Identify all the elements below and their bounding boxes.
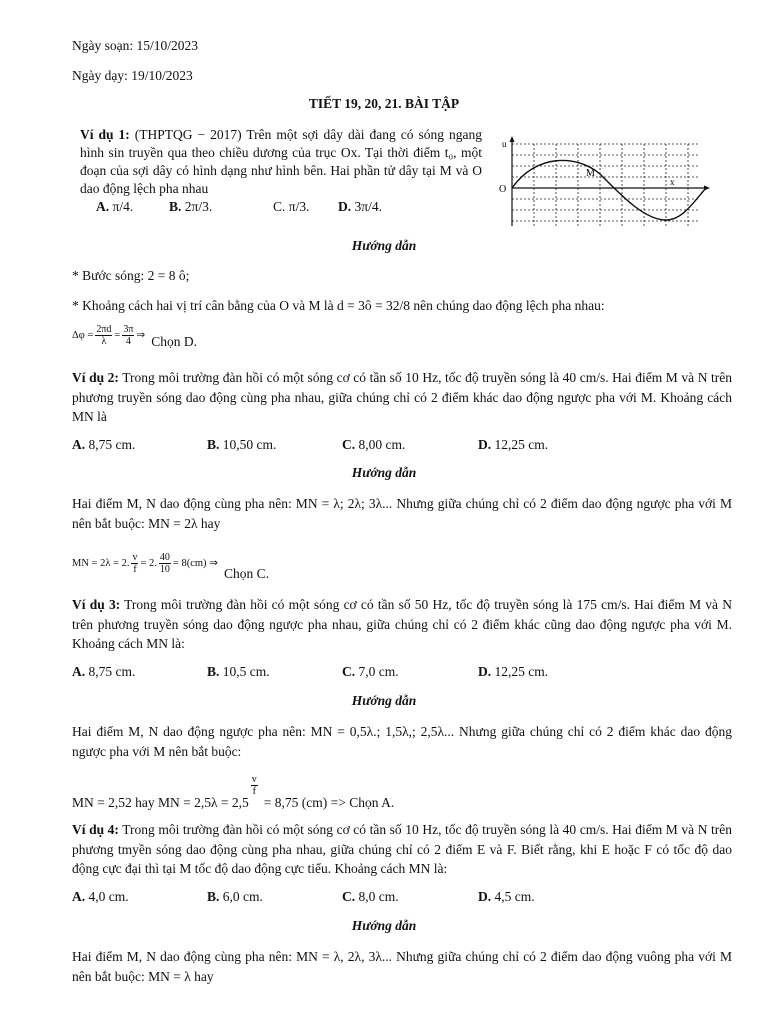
vd2-option-d: D. 12,25 cm. [478, 437, 549, 452]
sol4-text: Hai điểm M, N dao động cùng pha nên: MN = λ, 2λ, 3λ... Nhưng giữa chúng chỉ có 2 điểm dao động vuông pha với M nên bắt buộc: MN = λ hay [72, 949, 732, 984]
vd2-option-a: A. 8,75 cm. [72, 437, 136, 452]
wave-figure [496, 134, 720, 230]
sol1-line2: * Khoảng cách hai vị trí cân bằng của O và M là d = 3ô = 32/8 nên chúng dao động lệch pha nhau: [72, 298, 605, 313]
u-label: u [502, 139, 507, 149]
vd4-option-a: A. 4,0 cm. [72, 889, 129, 904]
x-label: x [670, 177, 675, 187]
vd1-text: (THPTQG − 2017) Trên một sợi dây dài đang có sóng ngang hình sin truyền qua theo chiều dương của trục Ox. Tại thời điểm t₀, một đoạn của sợi dây có hình dạng như hình bên. Hai phần tử dây tại M và O dao động lệch pha nhau [80, 127, 482, 196]
sol2-formula: MN = 2λ = 2. $\frac{v}{f}$ = 2. $\frac{40}{10}$ = 8(cm) ⇒ Chọn C. [72, 544, 269, 582]
o-label: O [499, 184, 507, 195]
u-axis-arrow [510, 136, 515, 142]
vd3-question: Ví dụ 3: Trong môi trường đàn hồi có một sóng cơ có tần số 50 Hz, tốc độ truyền sóng là 175 cm/s. Hai điểm M và N trên phương truyền sóng dao động ngược pha nhau, giữa chúng chỉ có 2 điểm khác cũng dao động ngược pha với M. Khoảng cách MN là: [72, 597, 732, 651]
vd4-option-d: D. 4,5 cm. [478, 889, 535, 904]
wave-curve [512, 160, 706, 220]
sol3-text: Hai điểm M, N dao động ngược pha nên: MN = 0,5λ.; 1,5λ,; 2,5λ... Nhưng giữa chúng chỉ có 2 điểm khác dao động ngược pha với M nên bắt buộc: [72, 724, 732, 759]
huong-dan-3: Hướng dẫn [351, 693, 417, 708]
vd1-option-a: A. π/4. [96, 199, 134, 214]
vd3-option-b: B. 10,5 cm. [207, 664, 270, 679]
vd4-question: Ví dụ 4: Trong môi trường đàn hồi có một sóng cơ có tần số 10 Hz, tốc độ truyền sóng là 40 cm/s. Hai điểm M và N trên phương tmyền sóng dao động cùng pha nhau, giữa chúng chỉ có 2 điểm E và F. Biết rằng, khi E hoặc F có tốc độ dao động cực đại thì tại M tốc độ dao động cực tiểu. Khoảng cách MN là: [72, 822, 733, 876]
sol3-formula: MN = 2,52 hay MN = 2,5λ = 2,5 $\frac{v}{f}$ = 8,75 (cm) => Chọn A. [72, 774, 395, 810]
vd1-label: Ví dụ 1: [80, 127, 130, 142]
huong-dan-4: Hướng dẫn [351, 918, 417, 933]
vd2-option-b: B. 10,50 cm. [207, 437, 277, 452]
sol2-choice: Chọn C. [223, 566, 269, 581]
sol1-formula: Δφ = $\frac{2\pi d}{\lambda}$ = $\frac{3\pi}{4}$ ⇒ Chọn D. [72, 320, 197, 350]
vd1-option-c: C. π/3. [273, 199, 310, 214]
vd1-option-b: B. 2π/3. [169, 199, 213, 214]
vd4-option-b: B. 6,0 cm. [207, 889, 263, 904]
ngay-day: Ngày dạy: 19/10/2023 [72, 68, 193, 83]
vd2-question: Ví dụ 2: Trong môi trường đàn hồi có một sóng cơ có tần số 10 Hz, tốc độ truyền sóng là 40 cm/s. Hai điểm M và N trên phương truyền sóng dao động cùng pha nhau, giữa chúng chỉ có 2 điểm khác dao động ngược pha với M. Khoảng cách MN là [72, 370, 733, 424]
vd3-option-d: D. 12,25 cm. [478, 664, 549, 679]
huong-dan-1: Hướng dẫn [351, 238, 417, 253]
vd2-option-c: C. 8,00 cm. [342, 437, 406, 452]
sol1-choice: Chọn D. [151, 334, 197, 349]
vd1-option-d: D. 3π/4. [338, 199, 382, 214]
ngay-soan: Ngày soạn: 15/10/2023 [72, 38, 198, 53]
m-label: M [586, 168, 595, 179]
vd3-option-a: A. 8,75 cm. [72, 664, 136, 679]
vd1-question [80, 126, 482, 198]
vd4-option-c: C. 8,0 cm. [342, 889, 399, 904]
huong-dan-2: Hướng dẫn [351, 465, 417, 480]
sol1-line1: * Bước sóng: 2 = 8 ô; [72, 268, 190, 283]
sol2-text: Hai điểm M, N dao động cùng pha nên: MN = λ; 2λ; 3λ... Nhưng giữa chúng chỉ có 2 điểm dao động ngược pha với M nên bắt buộc: MN = 2λ hay [72, 496, 732, 531]
page-title: TIẾT 19, 20, 21. BÀI TẬP [308, 96, 460, 111]
vd3-option-c: C. 7,0 cm. [342, 664, 399, 679]
